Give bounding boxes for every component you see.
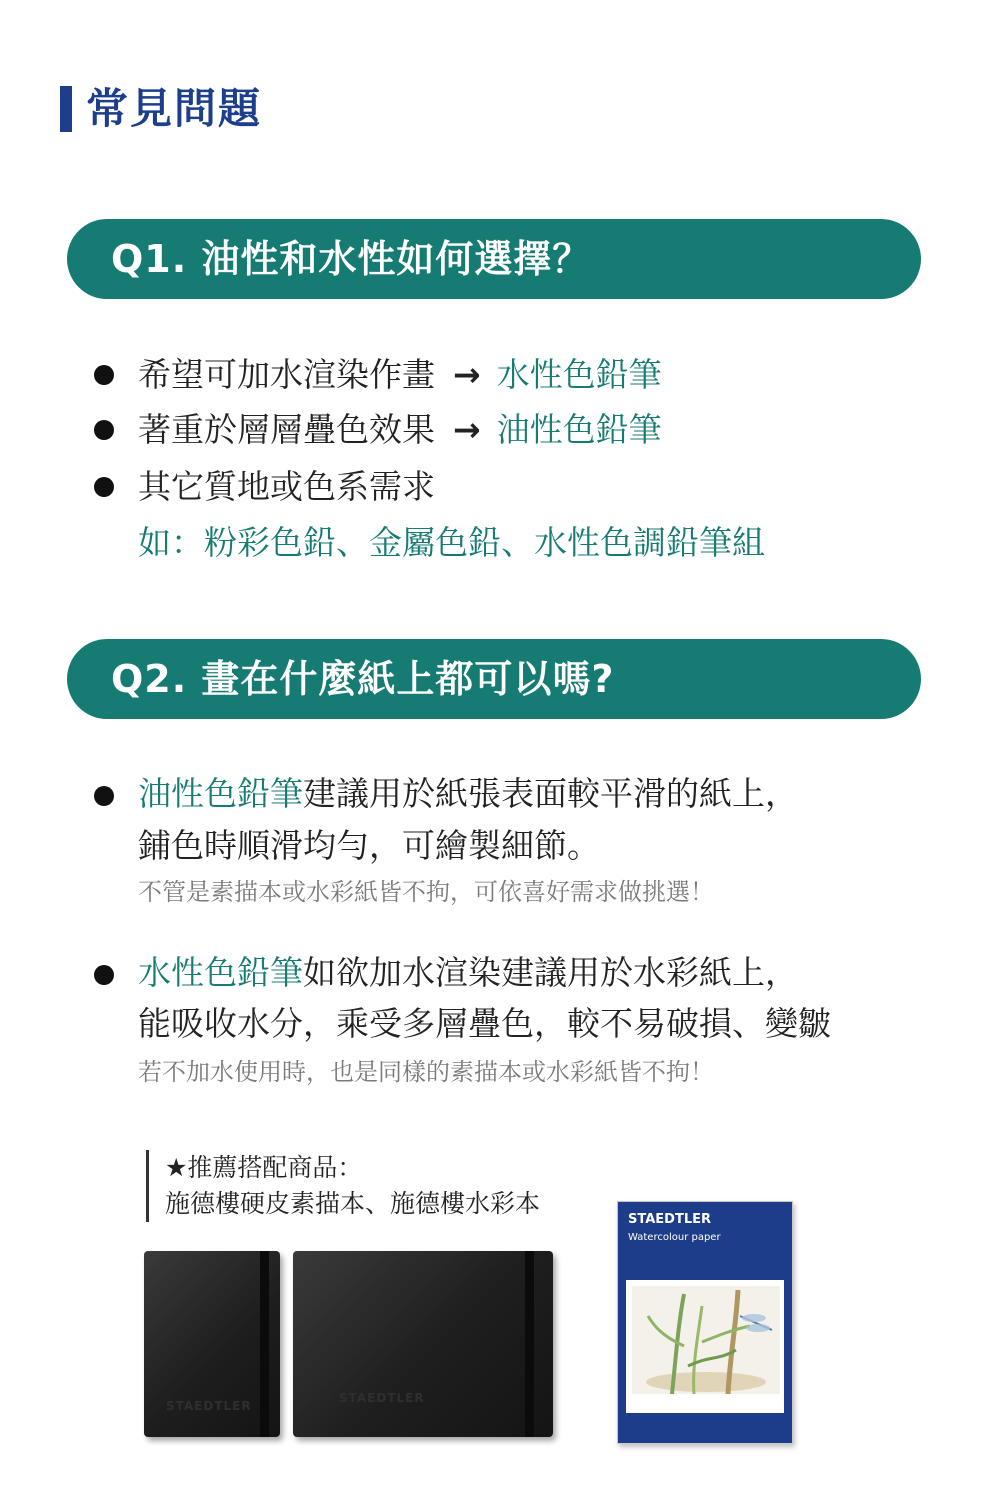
recommend-block — [146, 1150, 540, 1222]
q2-bullet-1 — [94, 786, 114, 806]
q1-example: 如：粉彩色鉛、金屬色鉛、水性色調鉛筆組 — [138, 523, 765, 562]
q2-item-1-line-2: 鋪色時順滑均勻，可繪製細節。 — [138, 826, 600, 865]
arrow-right-icon: → — [453, 410, 481, 449]
q1-item-1-result: 水性色鉛筆 — [496, 355, 662, 394]
q2-item-1-rest: 建議用於紙張表面較平滑的紙上， — [303, 774, 798, 813]
q2-item-2-line-1 — [138, 949, 798, 997]
q1-item-2-text: 著重於層層疊色效果 — [138, 410, 435, 449]
q2-item-2-note: 若不加水使用時，也是同樣的素描本或水彩紙皆不拘！ — [138, 1058, 714, 1086]
q2-item-1-line-1 — [138, 770, 798, 818]
q2-item-1-highlight: 油性色鉛筆 — [138, 774, 303, 813]
q1-item-2 — [138, 406, 662, 454]
q1-bullet-3 — [94, 477, 114, 497]
sketchbook-large-image — [293, 1251, 553, 1437]
elastic-band — [260, 1251, 269, 1437]
sketchbook-large-emboss: STAEDTLER — [339, 1391, 425, 1405]
sketchbook-small-image — [144, 1251, 280, 1437]
q2-item-2-highlight: 水性色鉛筆 — [138, 953, 303, 992]
watercolour-pad-image — [617, 1201, 793, 1444]
sketchbook-small-emboss: STAEDTLER — [166, 1399, 252, 1413]
q1-item-3 — [138, 463, 435, 511]
watercolour-title: Watercolour paper — [628, 1232, 721, 1243]
q2-item-1-note: 不管是素描本或水彩紙皆不拘，可依喜好需求做挑選！ — [138, 878, 714, 906]
q2-bullet-2 — [94, 965, 114, 985]
recommend-label: ★推薦搭配商品： — [165, 1153, 363, 1182]
elastic-band — [525, 1251, 534, 1437]
q1-item-1 — [138, 351, 662, 399]
q1-item-1-text: 希望可加水渲染作畫 — [138, 355, 435, 394]
q1-item-2-result: 油性色鉛筆 — [496, 410, 662, 449]
watercolour-illustration — [632, 1286, 780, 1394]
page-title: 常見問題 — [86, 84, 263, 133]
arrow-right-icon: → — [453, 355, 481, 394]
watercolour-brand: STAEDTLER — [628, 1212, 711, 1227]
title-accent-bar — [60, 86, 72, 132]
q2-item-2-line-2: 能吸收水分，乘受多層疊色，較不易破損、變皺 — [138, 1004, 831, 1043]
q2-item-2-rest: 如欲加水渲染建議用於水彩紙上， — [303, 953, 798, 992]
q2-banner — [67, 639, 921, 719]
recommend-products: 施德樓硬皮素描本、施德樓水彩本 — [165, 1189, 541, 1218]
q1-item-3-text: 其它質地或色系需求 — [138, 467, 435, 506]
q2-heading: Q2. 畫在什麼紙上都可以嗎? — [111, 657, 615, 701]
q1-heading: Q1. 油性和水性如何選擇？ — [111, 237, 592, 281]
q1-banner — [67, 219, 921, 299]
q1-bullet-1 — [94, 365, 114, 385]
q1-bullet-2 — [94, 420, 114, 440]
